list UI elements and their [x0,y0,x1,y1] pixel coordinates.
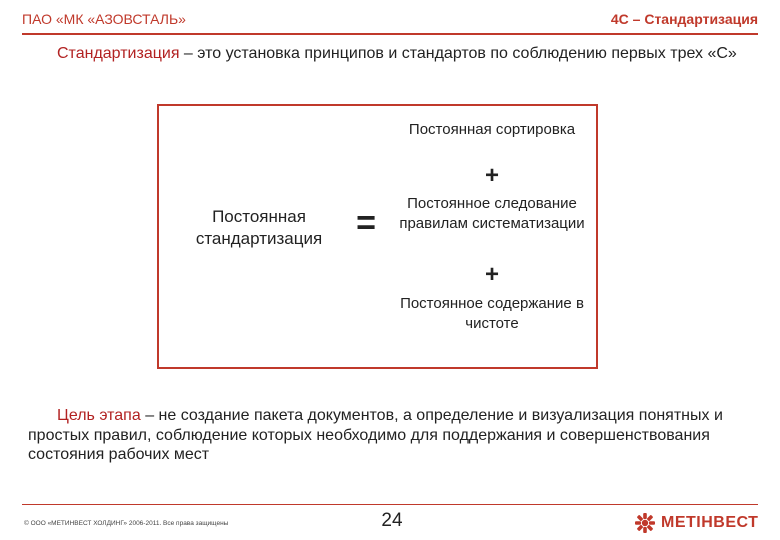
header-divider [22,33,758,35]
copyright-notice: © ООО «МЕТИНВЕСТ ХОЛДИНГ» 2006-2011. Все права защищены [24,520,229,527]
intro-paragraph [28,44,758,64]
metinvest-logo [634,511,758,535]
goal-text: – не создание пакета документов, а определение и визуализация понятных и простых правил, соблюдение которых необходимо для поддержания и совершенствования состояния рабочих мест [28,407,723,463]
footer-divider [22,504,758,505]
equation-item-cleanliness: Постоянное содержание в чистоте [400,295,584,332]
intro-text: – это установка принципов и стандартов по соблюдению первых трех «С» [179,45,737,62]
logo-star-icon [634,512,656,534]
plus-sign: + [484,162,499,189]
equation-item-systematization: Постоянное следование правилам систематизации [399,195,585,232]
header [0,0,780,36]
equation-item-sorting: Постоянная сортировка [408,121,576,138]
page-number: 24 [381,510,403,531]
goal-term: Цель этапа [57,407,141,424]
plus-sign: + [484,261,499,288]
intro-term: Стандартизация [57,45,180,62]
logo-text: МЕТІНВЕСТ [661,514,759,531]
equals-sign: = [356,204,376,242]
company-name: ПАО «МК «АЗОВСТАЛЬ» [22,11,186,27]
equation-lhs: Постоянная стандартизация [195,207,323,248]
goal-paragraph [28,406,758,465]
slide-title: 4С – Стандартизация [610,11,758,27]
